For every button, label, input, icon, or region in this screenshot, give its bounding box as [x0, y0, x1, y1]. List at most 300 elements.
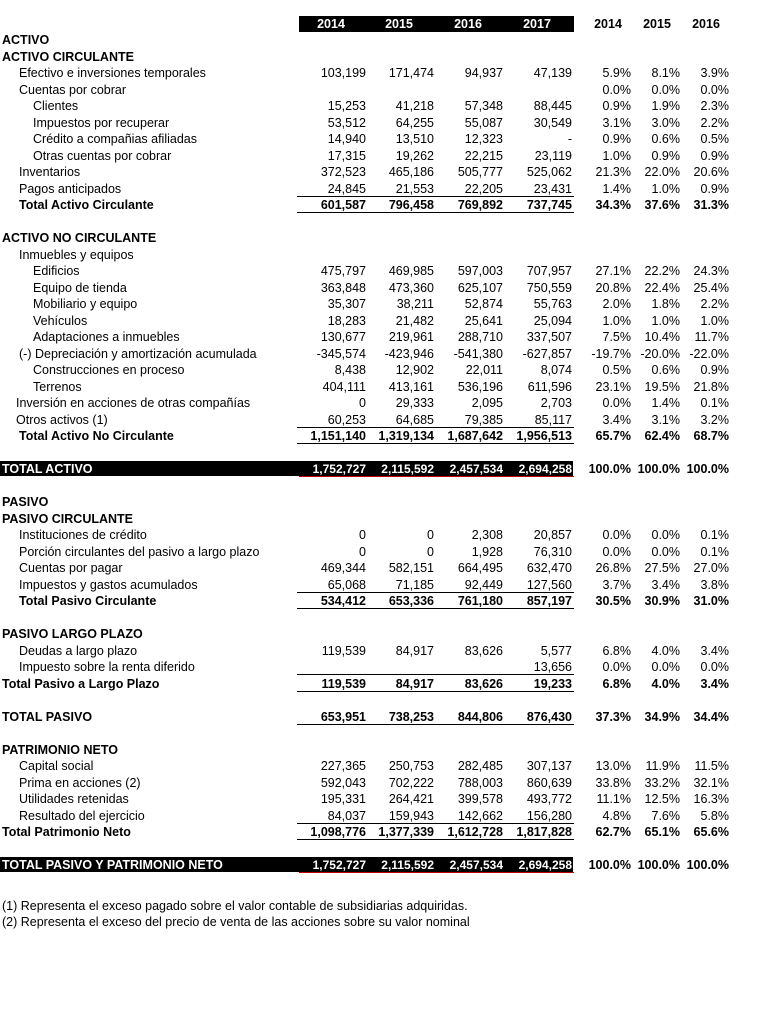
percent-cell: 3.8% [700, 577, 729, 592]
percent-cell: 7.6% [651, 808, 680, 823]
value-cell: 1,151,140 [310, 429, 366, 443]
row-label: PASIVO LARGO PLAZO [2, 627, 143, 641]
percent-cell: 0.1% [700, 396, 729, 410]
value-cell: 17,315 [327, 148, 366, 163]
value-cell: -423,946 [384, 346, 434, 361]
percent-cell: 3.4% [700, 643, 729, 658]
value-cell: 84,917 [395, 643, 434, 658]
value-cell: 83,626 [464, 676, 503, 691]
value-cell: 592,043 [320, 775, 366, 790]
table-row [0, 659, 768, 675]
percent-cell: -19.7% [591, 346, 631, 361]
value-cell: 18,283 [327, 313, 366, 328]
table-row [0, 296, 768, 312]
value-cell: 1,098,776 [310, 825, 366, 839]
value-cell: 25,641 [464, 313, 503, 328]
value-cell: 363,848 [320, 280, 366, 295]
value-cell: 14,940 [327, 132, 366, 146]
value-cell: 372,523 [320, 165, 366, 179]
row-label: TOTAL ACTIVO [2, 462, 93, 476]
percent-cell: 0.0% [602, 82, 631, 97]
value-cell: 505,777 [457, 165, 503, 179]
value-cell: 29,333 [395, 396, 434, 410]
value-cell: 653,336 [388, 594, 434, 608]
percent-cell: 0.9% [700, 148, 729, 163]
percent-cell: 2.3% [700, 99, 729, 113]
percent-cell: 11.1% [596, 792, 631, 806]
value-cell: 2,457,534 [449, 858, 503, 872]
footnote-2: (2) Representa el exceso del precio de venta de las acciones sobre su valor nominal [2, 915, 470, 929]
percent-cell: 100.0% [686, 462, 729, 476]
table-row [0, 131, 768, 147]
value-cell: 1,752,727 [312, 858, 366, 872]
value-cell: 702,222 [388, 775, 434, 790]
percent-cell: 1.4% [651, 396, 680, 410]
row-label: Clientes [33, 99, 79, 113]
percent-cell: 100.0% [686, 858, 729, 872]
table-row [0, 247, 768, 263]
percent-cell: 33.2% [644, 775, 680, 790]
percent-cell: -22.0% [689, 346, 729, 361]
value-cell: 19,233 [533, 676, 572, 691]
value-cell: 55,087 [464, 115, 503, 130]
table-row [0, 478, 768, 494]
row-label: Utilidades retenidas [19, 792, 129, 806]
value-cell: 88,445 [533, 99, 572, 113]
percent-cell: 30.9% [644, 594, 680, 608]
table-row [0, 412, 768, 428]
row-label: Prima en acciones (2) [19, 775, 141, 790]
row-label: Capital social [19, 759, 94, 773]
percent-cell: 0.0% [651, 528, 680, 542]
value-cell: 264,421 [388, 792, 434, 806]
value-cell: 71,185 [395, 577, 434, 592]
value-cell: 601,587 [320, 198, 366, 212]
table-row [0, 115, 768, 131]
value-cell: 13,656 [533, 660, 572, 674]
row-label: Inmuebles y equipos [19, 247, 134, 262]
table-row [0, 527, 768, 543]
percent-cell: 0.1% [700, 528, 729, 542]
percent-cell: 34.3% [595, 198, 631, 212]
value-cell: 2,694,258 [518, 462, 572, 476]
value-cell: 738,253 [388, 709, 434, 724]
value-cell: 159,943 [388, 808, 434, 823]
percent-cell: 0.9% [602, 99, 631, 113]
percent-cell: 8.1% [651, 66, 680, 80]
row-label: Terrenos [33, 379, 82, 394]
percent-cell: 0.1% [700, 544, 729, 559]
value-cell: 21,482 [395, 313, 434, 328]
row-label: Impuesto sobre la renta diferido [19, 660, 195, 674]
value-cell: 473,360 [388, 280, 434, 295]
percent-cell: 0.0% [602, 544, 631, 559]
percent-cell: 37.6% [644, 198, 680, 212]
percent-cell: 0.9% [651, 148, 680, 163]
value-cell: 30,549 [533, 115, 572, 130]
value-cell: 13,510 [395, 132, 434, 146]
percent-cell: 2.0% [602, 297, 631, 311]
percent-cell: 24.3% [693, 264, 729, 278]
percent-cell: 11.9% [645, 759, 680, 773]
row-label: Cuentas por cobrar [19, 82, 127, 97]
value-cell: 796,458 [388, 198, 434, 212]
table-row [0, 181, 768, 197]
value-cell: 2,308 [471, 528, 503, 542]
value-cell: 707,957 [526, 264, 572, 278]
value-cell: 79,385 [464, 412, 503, 427]
percent-cell: 7.5% [602, 330, 631, 344]
value-cell: 664,495 [457, 561, 503, 575]
percent-cell: 13.0% [595, 759, 631, 773]
value-cell: 413,161 [388, 379, 434, 394]
value-cell: 142,662 [457, 808, 503, 823]
percent-cell: 0.0% [700, 660, 729, 674]
percent-cell: 0.9% [700, 363, 729, 377]
table-row [0, 379, 768, 395]
table-row [0, 742, 768, 758]
value-cell: 171,474 [388, 66, 434, 80]
percent-cell: 32.1% [693, 775, 729, 790]
value-cell: 94,937 [464, 66, 503, 80]
percent-cell: 0.0% [651, 660, 680, 674]
value-cell: 876,430 [526, 709, 572, 724]
table-row [0, 346, 768, 362]
table-row [0, 98, 768, 114]
table-row [0, 313, 768, 329]
row-label: Porción circulantes del pasivo a largo plazo [19, 544, 260, 559]
value-cell: 127,560 [526, 577, 572, 592]
value-cell: 85,117 [534, 412, 572, 427]
value-cell: 250,753 [388, 759, 434, 773]
row-label: TOTAL PASIVO Y PATRIMONIO NETO [2, 858, 223, 872]
value-cell: 0 [359, 544, 366, 559]
table-row [0, 280, 768, 296]
percent-cell: 21.3% [595, 165, 631, 179]
table-row [0, 395, 768, 411]
table-row [0, 676, 768, 692]
row-label: Cuentas por pagar [19, 561, 123, 575]
value-cell: 53,512 [327, 115, 366, 130]
table-row [0, 428, 768, 444]
percent-cell: 65.1% [644, 825, 680, 839]
header-pct-2015: 2015 [643, 17, 671, 31]
value-cell: 469,344 [320, 561, 366, 575]
value-cell: 64,255 [395, 115, 434, 130]
table-row [0, 775, 768, 791]
row-label: Construcciones en proceso [33, 363, 185, 377]
value-cell: 21,553 [395, 181, 434, 196]
value-cell: 465,186 [388, 165, 434, 179]
value-cell: 534,412 [320, 594, 366, 608]
value-cell: 0 [427, 544, 434, 559]
value-cell: 2,115,592 [381, 858, 434, 872]
value-cell: 337,507 [526, 330, 572, 344]
percent-cell: 11.5% [694, 759, 729, 773]
percent-cell: 0.6% [651, 363, 680, 377]
value-cell: 469,985 [388, 264, 434, 278]
percent-cell: -20.0% [640, 346, 680, 361]
row-label: PATRIMONIO NETO [2, 742, 118, 757]
value-cell: 653,951 [320, 709, 366, 724]
value-cell: 24,845 [327, 181, 366, 196]
row-label: Pagos anticipados [19, 181, 122, 196]
row-label: Impuestos por recuperar [33, 115, 170, 130]
percent-cell: 20.8% [595, 280, 631, 295]
percent-cell: 34.4% [693, 709, 729, 724]
row-label: Equipo de tienda [33, 280, 127, 295]
percent-cell: 4.0% [651, 643, 680, 658]
percent-cell: 12.5% [644, 792, 680, 806]
value-cell: 582,151 [388, 561, 434, 575]
percent-cell: 20.6% [693, 165, 729, 179]
percent-cell: 6.8% [602, 676, 631, 691]
table-row [0, 362, 768, 378]
table-row [0, 758, 768, 774]
value-cell: -345,574 [316, 346, 366, 361]
value-cell: 1,817,828 [516, 825, 572, 839]
value-cell: 0 [427, 528, 434, 542]
row-label: Total Activo No Circulante [19, 429, 174, 443]
value-cell: 404,111 [322, 379, 366, 394]
table-row [0, 643, 768, 659]
value-cell: 399,578 [457, 792, 503, 806]
value-cell: 2,115,592 [381, 462, 434, 476]
row-label: Instituciones de crédito [19, 528, 147, 542]
row-label: Otros activos (1) [16, 412, 108, 427]
percent-cell: 100.0% [588, 462, 631, 476]
value-cell: 769,892 [457, 198, 503, 212]
row-label: Efectivo e inversiones temporales [19, 66, 206, 80]
percent-cell: 0.6% [651, 132, 680, 146]
value-cell: 525,062 [526, 165, 572, 179]
value-cell: 611,596 [527, 379, 572, 394]
percent-cell: 1.8% [651, 297, 680, 311]
percent-cell: 1.0% [602, 148, 631, 163]
value-cell: 92,449 [464, 577, 503, 592]
value-cell: 5,577 [540, 643, 572, 658]
value-cell: 47,139 [533, 66, 572, 80]
value-cell: 19,262 [395, 148, 434, 163]
percent-cell: 33.8% [595, 775, 631, 790]
percent-cell: 3.1% [602, 115, 631, 130]
table-row [0, 560, 768, 576]
value-cell: 15,253 [327, 99, 366, 113]
percent-cell: 3.4% [602, 412, 631, 427]
table-row [0, 263, 768, 279]
percent-cell: 11.7% [694, 330, 729, 344]
percent-cell: 0.5% [700, 132, 729, 146]
value-cell: 130,677 [320, 330, 366, 344]
table-row [0, 148, 768, 164]
value-cell: 307,137 [526, 759, 572, 773]
row-label: (-) Depreciación y amortización acumulada [19, 346, 257, 361]
value-cell: 103,199 [320, 66, 366, 80]
table-row [0, 230, 768, 246]
percent-cell: 65.6% [693, 825, 729, 839]
percent-cell: 37.3% [595, 709, 631, 724]
percent-cell: 1.0% [651, 313, 680, 328]
total-band-row [0, 461, 768, 477]
table-row [0, 494, 768, 510]
value-cell: 23,119 [534, 148, 572, 163]
table-row [0, 164, 768, 180]
value-cell: 493,772 [526, 792, 572, 806]
row-label: PASIVO CIRCULANTE [2, 511, 134, 526]
percent-cell: 4.8% [602, 808, 631, 823]
value-cell: 750,559 [526, 280, 572, 295]
percent-cell: 5.8% [700, 808, 729, 823]
table-row [0, 544, 768, 560]
value-cell: 632,470 [526, 561, 572, 575]
percent-cell: 2.2% [700, 115, 729, 130]
percent-cell: 68.7% [693, 429, 729, 443]
percent-cell: 0.5% [602, 363, 631, 377]
percent-cell: 30.5% [595, 594, 631, 608]
percent-cell: 0.0% [651, 544, 680, 559]
value-cell: 536,196 [457, 379, 503, 394]
value-cell: 860,639 [526, 775, 572, 790]
value-cell: 22,215 [464, 148, 503, 163]
percent-cell: 19.5% [644, 379, 680, 394]
header-pct-2014: 2014 [594, 17, 622, 31]
percent-cell: 2.2% [700, 297, 729, 311]
header-year-2015: 2015 [385, 17, 413, 31]
row-label: Total Activo Circulante [19, 198, 154, 212]
row-label: Inventarios [19, 165, 81, 179]
percent-cell: 10.4% [644, 330, 680, 344]
percent-cell: 31.0% [693, 594, 729, 608]
total-band-row [0, 857, 768, 873]
value-cell: 2,457,534 [449, 462, 503, 476]
value-cell: 625,107 [457, 280, 503, 295]
percent-cell: 62.4% [644, 429, 680, 443]
table-row [0, 197, 768, 213]
value-cell: 844,806 [457, 709, 503, 724]
percent-cell: 0.0% [602, 660, 631, 674]
value-cell: 38,211 [396, 297, 434, 311]
percent-cell: 3.9% [700, 66, 729, 80]
value-cell: 119,539 [321, 676, 366, 691]
value-cell: 65,068 [327, 577, 366, 592]
value-cell: 22,011 [465, 363, 503, 377]
value-cell: -541,380 [453, 346, 503, 361]
percent-cell: 22.4% [644, 280, 680, 295]
value-cell: 597,003 [457, 264, 503, 278]
percent-cell: 0.9% [602, 132, 631, 146]
value-cell: 23,431 [533, 181, 572, 196]
percent-cell: 3.4% [700, 676, 729, 691]
percent-cell: 27.1% [595, 264, 631, 278]
row-label: ACTIVO [2, 33, 50, 47]
table-row [0, 82, 768, 98]
row-label: Vehículos [33, 313, 88, 328]
percent-cell: 5.9% [602, 66, 631, 80]
value-cell: 57,348 [464, 99, 503, 113]
value-cell: - [567, 132, 572, 146]
value-cell: 20,857 [533, 528, 572, 542]
percent-cell: 1.9% [651, 99, 680, 113]
value-cell: 1,752,727 [312, 462, 366, 476]
table-row [0, 824, 768, 840]
row-label: Total Pasivo a Largo Plazo [2, 676, 160, 691]
row-label: Resultado del ejercicio [19, 808, 145, 823]
table-row [0, 791, 768, 807]
value-cell: 1,319,134 [378, 429, 434, 443]
value-cell: 35,307 [327, 297, 366, 311]
percent-cell: 1.0% [651, 181, 680, 196]
value-cell: 1,377,339 [378, 825, 434, 839]
table-row [0, 610, 768, 626]
value-cell: 282,485 [457, 759, 503, 773]
value-cell: 156,280 [526, 808, 572, 823]
row-label: Total Pasivo Circulante [19, 594, 157, 608]
value-cell: 219,961 [388, 330, 434, 344]
row-label: PASIVO [2, 495, 49, 509]
value-cell: 83,626 [464, 643, 503, 658]
header-pct-2016: 2016 [692, 17, 720, 31]
value-cell: 1,612,728 [447, 825, 503, 839]
percent-cell: 100.0% [637, 858, 680, 872]
value-cell: 60,253 [327, 412, 366, 427]
table-row [0, 65, 768, 81]
percent-cell: 62.7% [595, 825, 631, 839]
percent-cell: 65.7% [595, 429, 631, 443]
percent-cell: 23.1% [595, 379, 631, 394]
percent-cell: 1.4% [602, 181, 631, 196]
table-row [0, 626, 768, 642]
red-underline [299, 872, 574, 873]
row-label: Adaptaciones a inmuebles [33, 330, 180, 344]
value-cell: 0 [359, 396, 366, 410]
percent-cell: 6.8% [602, 643, 631, 658]
row-label: Total Patrimonio Neto [2, 825, 131, 839]
value-cell: 8,074 [540, 363, 572, 377]
row-label: ACTIVO NO CIRCULANTE [2, 231, 157, 245]
table-row [0, 577, 768, 593]
percent-cell: 26.8% [595, 561, 631, 575]
value-cell: 84,917 [395, 676, 434, 691]
table-row [0, 445, 768, 461]
value-cell: 12,902 [395, 363, 434, 377]
row-label: Impuestos y gastos acumulados [19, 577, 198, 592]
percent-cell: 100.0% [637, 462, 680, 476]
value-cell: 475,797 [320, 264, 366, 278]
value-cell: 1,956,513 [516, 429, 572, 443]
table-row [0, 841, 768, 857]
table-row [0, 329, 768, 345]
percent-cell: 27.0% [693, 561, 729, 575]
value-cell: 2,703 [540, 396, 572, 410]
percent-cell: 22.2% [644, 264, 680, 278]
value-cell: 22,205 [464, 181, 503, 196]
percent-cell: 25.4% [693, 280, 729, 295]
percent-cell: 0.0% [651, 82, 680, 97]
percent-cell: 3.7% [602, 577, 631, 592]
percent-cell: 0.0% [602, 528, 631, 542]
value-cell: 227,365 [320, 759, 366, 773]
row-label: Otras cuentas por cobrar [33, 148, 172, 163]
percent-cell: 100.0% [588, 858, 631, 872]
table-row [0, 214, 768, 230]
value-cell: 0 [359, 528, 366, 542]
percent-cell: 31.3% [693, 198, 729, 212]
header-year-2017: 2017 [523, 17, 551, 31]
header-year-2014: 2014 [317, 17, 345, 31]
value-cell: 2,694,258 [518, 858, 572, 872]
value-cell: 8,438 [334, 363, 366, 377]
table-row [0, 709, 768, 725]
